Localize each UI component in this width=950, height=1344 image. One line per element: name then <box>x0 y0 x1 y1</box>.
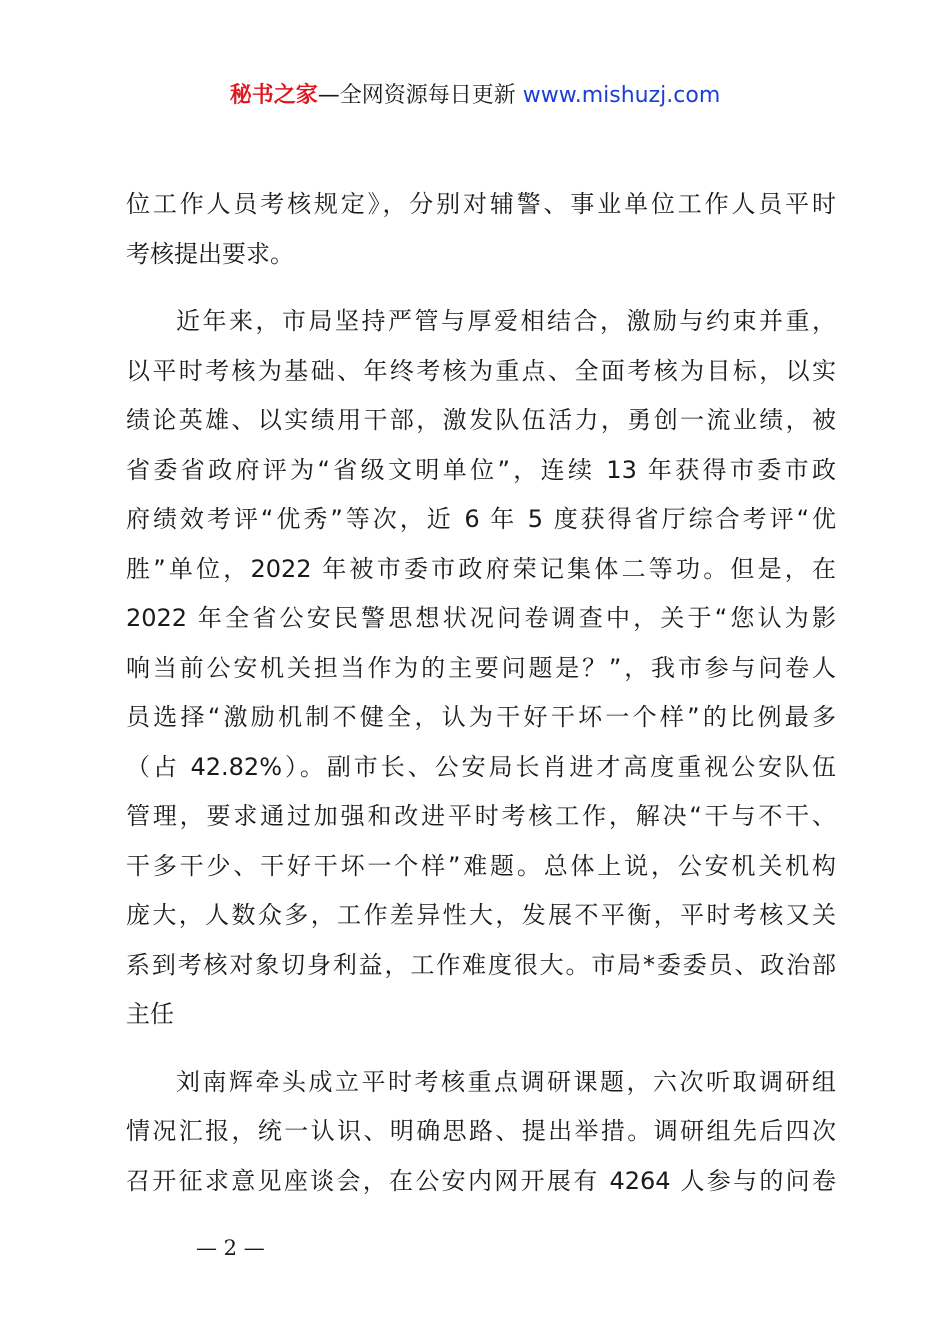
text-line: 庞大，人数众多，工作差异性大，发展不平衡，平时考核又关 <box>126 901 836 929</box>
text-line: 位工作人员考核规定》，分别对辅警、事业单位工作人员平时 <box>126 190 836 218</box>
text-line: 以平时考核为基础、年终考核为重点、全面考核为目标，以实 <box>126 356 836 385</box>
text-line: 干多干少、干好干坏一个样”难题。总体上说，公安机关机构 <box>126 851 836 880</box>
text-line: 考核提出要求。 <box>126 239 294 268</box>
page-number: — 2 — <box>196 1236 265 1260</box>
text-line: 系到考核对象切身利益，工作难度很大。市局*委委员、政治部 <box>126 950 836 979</box>
text-line: 胜”单位，2022 年被市委市政府荣记集体二等功。但是，在 <box>126 554 836 583</box>
text-line: 绩论英雄、以实绩用干部，激发队伍活力，勇创一流业绩，被 <box>126 406 836 434</box>
text-line: 2022 年全省公安民警思想状况问卷调查中，关于“您认为影 <box>126 604 836 632</box>
text-line: 主任 <box>126 1000 174 1028</box>
site-url-link[interactable]: www.mishuzj.com <box>522 83 721 108</box>
site-tagline: —全网资源每日更新 <box>317 83 516 108</box>
document-body <box>126 180 836 1206</box>
text-line: 府绩效考评“优秀”等次，近 6 年 5 度获得省厅综合考评“优 <box>126 505 836 533</box>
text-line: 员选择“激励机制不健全，认为干好干坏一个样”的比例最多 <box>126 703 836 731</box>
text-line: 刘南辉牵头成立平时考核重点调研课题，六次听取调研组 <box>176 1067 836 1096</box>
text-line: 近年来，市局坚持严管与厚爱相结合，激励与约束并重， <box>176 307 836 335</box>
site-header <box>0 80 950 112</box>
text-line: 管理，要求通过加强和改进平时考核工作，解决“干与不干、 <box>126 802 836 830</box>
site-brand: 秘书之家 <box>229 83 318 108</box>
text-line: 情况汇报，统一认识、明确思路、提出举措。调研组先后四次 <box>126 1117 836 1145</box>
text-line: （占 42.82%）。副市长、公安局长肖进才高度重视公安队伍 <box>126 752 836 781</box>
text-line: 省委省政府评为“省级文明单位”，连续 13 年获得市委市政 <box>126 455 836 484</box>
text-line: 召开征求意见座谈会，在公安内网开展有 4264 人参与的问卷 <box>126 1166 836 1195</box>
text-line: 响当前公安机关担当作为的主要问题是？”，我市参与问卷人 <box>126 653 836 682</box>
